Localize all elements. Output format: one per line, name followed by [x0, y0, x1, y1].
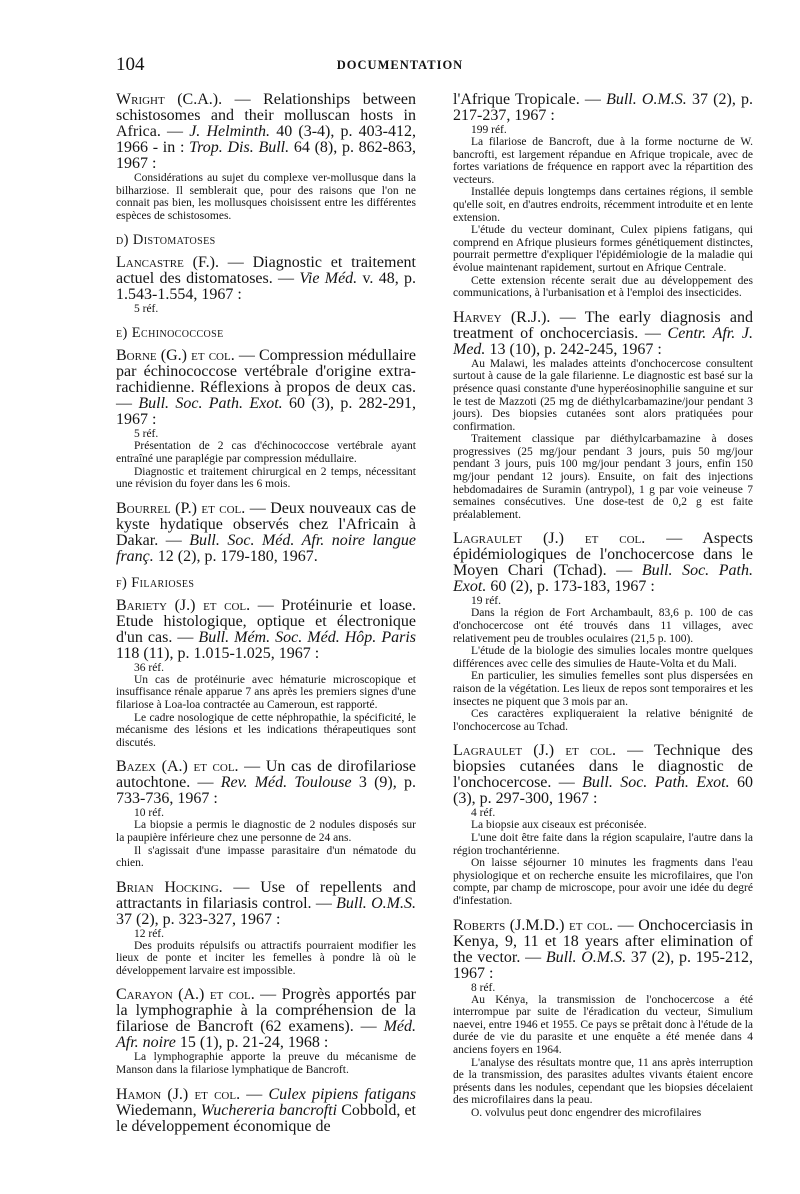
- section-heading: d) Distomatoses: [116, 232, 216, 249]
- journal: Bull. O.M.S.: [336, 894, 416, 912]
- article-title: — Progrès apportés par la lymphographie à la compréhension de la filariose de Bancroft (62 examens). —: [116, 986, 416, 1036]
- citation: [453, 92, 753, 124]
- citation: [116, 880, 416, 928]
- right-column: [453, 92, 753, 1129]
- article-title: Cobbold, et le développement économique de: [116, 1101, 416, 1135]
- abstract-paragraph: L'une doit être faite dans la région scapulaire, l'autre dans la région trochantérienne.: [453, 831, 753, 857]
- abstract-paragraph: L'analyse des résultats montre que, 11 ans après interruption de la transmission, des parasites adultes vivants étaient encore présents dans les nodules, cependant que les biopsies décelaient des microfilaires dans la peau.: [453, 1056, 753, 1107]
- journal: Bull. Mém. Soc. Méd. Hôp. Paris: [198, 628, 417, 646]
- abstract-paragraph: On laisse séjourner 10 minutes les fragments dans l'eau physiologique et on recherche ensuite les microfilaires, que l'on compte, par champ de microscope, pour avoir une idée du degré d'infestation.: [453, 857, 753, 907]
- reference-count: 8 réf.: [471, 981, 496, 994]
- abstract-paragraph: Au Kénya, la transmission de l'onchocercose a été interrompue par suite de l'éradication du vecteur, Simulium naevei, entre 1946 et 1955. Ce pays se prêtait donc à l'étude de la durée de vie du parasite et une enquête a été menée dans 4 anciens foyers en 1964.: [453, 993, 754, 1056]
- abstract-paragraph: La biopsie aux ciseaux est préconisée.: [471, 819, 647, 832]
- author: Roberts (J.M.D.) et col.: [453, 916, 614, 934]
- volume-info: 15 (1), p. 21-24, 1968 :: [175, 1034, 329, 1052]
- reference-entry: [453, 918, 753, 1120]
- left-column: [116, 92, 416, 1145]
- abstract-paragraph: Au Malawi, les malades atteints d'onchocercose consultent surtout à cause de la gale filarienne. Le diagnostic est basé sur la présence quasi constante d'une hyperéosinophilie sanguine et sur le test de Mazzoti (25 mg de diéthylcarbamazine/jour pendant 3 jours). Des biopsies cutanées sont alors pratiquées pour confirmation.: [453, 357, 753, 433]
- abstract-paragraph: Il s'agissait d'une impasse parasitaire d'un nématode du chien.: [116, 844, 416, 870]
- abstract: [453, 358, 753, 522]
- reference-entry: [116, 987, 416, 1076]
- article-title: — Use of repellents and attractants in filariasis control. —: [116, 878, 416, 912]
- reference-entry-continued: [453, 92, 753, 300]
- page-number: 104: [116, 54, 145, 75]
- volume-info: v. 48, p. 1.543-1.554, 1967 :: [116, 270, 417, 304]
- journal: Centr. Afr. J. Med.: [453, 324, 754, 358]
- reference-count: 5 réf.: [134, 303, 159, 316]
- abstract: [116, 172, 416, 222]
- volume-info: 13 (10), p. 242-245, 1967 :: [485, 340, 662, 358]
- article-title: l'Afrique Tropicale. —: [453, 91, 607, 108]
- abstract: [116, 1051, 416, 1076]
- reference-count: 19 réf.: [471, 595, 502, 608]
- volume-info: 60 (3), p. 297-300, 1967 :: [453, 774, 753, 808]
- reference-entry: [453, 531, 753, 733]
- citation: [453, 310, 753, 358]
- volume-info: 37 (2), p. 195-212, 1967 :: [453, 948, 754, 982]
- author: Bazex (A.) et col.: [116, 758, 239, 776]
- article-title: — Compression médullaire par échinococcose vertébrale d'origine extra-rachidienne. Réflexions à propos de deux cas. —: [116, 347, 417, 413]
- abstract: [453, 607, 753, 733]
- journal: Bull. Soc. Path. Exot.: [582, 774, 730, 792]
- volume-info: 60 (2), p. 173-183, 1967 :: [486, 578, 655, 596]
- abstract-paragraph: Cette extension récente serait due au développement des communications, à l'urbanisation et à l'emploi des insecticides.: [453, 274, 753, 300]
- reference-entry: [116, 92, 416, 222]
- reference-entry: [116, 255, 416, 315]
- citation: [116, 348, 416, 428]
- abstract: [453, 136, 753, 300]
- article-title: — Relationships between schistosomes and their molluscan hosts in Africa. —: [116, 91, 416, 140]
- species-name: Culex pipiens fatigans: [268, 1085, 416, 1103]
- author: Bariety (J.) et col.: [116, 596, 251, 614]
- article-title: — Technique des biopsies cutanées dans le diagnostic de l'onchocercose. —: [453, 742, 753, 792]
- journal: Méd. Afr. noire: [116, 1018, 416, 1052]
- reference-entry: [116, 1087, 416, 1135]
- author: Bourrel (P.) et col.: [116, 499, 246, 517]
- citation: [116, 92, 416, 172]
- article-title: — Onchocerciasis in Kenya, 9, 11 et 18 years after elimination of the vector. —: [453, 916, 753, 966]
- abstract-paragraph: O. volvulus peut donc engendrer des microfilaires: [471, 1106, 702, 1119]
- journal: Bull. Soc. Méd. Afr. noire langue franç.: [116, 531, 416, 565]
- abstract-paragraph: Dans la région de Fort Archambault, 83,6 p. 100 de cas d'onchocercose ont été trouvés dans 11 villages, avec relativement peu de troubles oculaires (21,5 p. 100).: [453, 607, 753, 645]
- running-title: DOCUMENTATION: [336, 58, 464, 72]
- abstract-paragraph: Ces caractères expliqueraient la relative bénignité de l'onchocercose au Tchad.: [453, 708, 753, 733]
- author: Lagraulet (J.) et col.: [453, 530, 646, 548]
- volume-info: 64 (8), p. 862-863, 1967 :: [116, 139, 417, 172]
- abstract-paragraph: Présentation de 2 cas d'échinococcose vertébrale ayant entraîné une paraplégie par compression médullaire.: [116, 440, 416, 465]
- reference-count: 10 réf.: [134, 807, 165, 820]
- abstract: [116, 819, 416, 869]
- author: Carayon (A.) et col.: [116, 986, 255, 1004]
- volume-info: 37 (2), p. 217-237, 1967 :: [453, 91, 754, 124]
- abstract-paragraph: L'étude de la biologie des simulies locales montre quelques différences avec celle des simulies de Haute-Volta et du Mali.: [453, 645, 753, 670]
- abstract-paragraph: La biopsie a permis le diagnostic de 2 nodules disposés sur la paupière inférieure chez une personne de 24 ans.: [116, 819, 416, 844]
- journal: Vie Méd.: [299, 270, 358, 288]
- abstract-paragraph: Considérations au sujet du complexe ver-mollusque dans la bilharziose. Il semblerait que, pour des raisons que l'on ne connait pas bien, les mollusques choisissent entre les différentes espèces de schistosomes.: [116, 172, 416, 222]
- citation: [116, 759, 416, 807]
- abstract-paragraph: La filariose de Bancroft, due à la forme nocturne de W. bancrofti, est largement répandue en Afrique tropicale, avec de fortes variations de fréquence en rapport avec la répartition des vecteurs.: [453, 136, 753, 186]
- author: Wright (C.A.).: [116, 91, 223, 108]
- reference-count: 12 réf.: [134, 927, 165, 940]
- citation: [116, 987, 416, 1051]
- journal: J. Helminth.: [189, 123, 271, 140]
- section-heading: f) Filarioses: [116, 574, 195, 591]
- article-title: — The early diagnosis and treatment of onchocerciasis. —: [453, 308, 754, 342]
- volume-info: 60 (3), p. 282-291, 1967 :: [116, 395, 417, 429]
- reference-entry: [453, 310, 753, 522]
- citation: [116, 501, 416, 565]
- article-title: — Un cas de dirofilariose autochtone. —: [116, 758, 416, 792]
- abstract-paragraph: Diagnostic et traitement chirurgical en 2 temps, nécessitant une révision du foyer dans les 6 mois.: [116, 465, 416, 491]
- journal: Rev. Méd. Toulouse: [220, 774, 352, 792]
- abstract-paragraph: Traitement classique par diéthylcarbamazine à doses progressives (25 mg/jour pendant 3 jours, puis 50 mg/jour pendant 3 jours, puis 100 mg/jour pendant 3 jours, enfin 150 mg/jour pendant 12 jours). Ensuite, on fait des injections hebdomadaires de Suramin (antrypol), 1 g par voie veineuse 7 semaines consécutives. Une dose-test de 0,2 g est faite préalablement.: [453, 433, 753, 521]
- citation: [116, 1087, 416, 1135]
- journal: Bull. Soc. Path. Exot.: [453, 562, 754, 596]
- citation: [453, 743, 753, 807]
- reference-entry: [453, 743, 753, 907]
- reference-entry: [116, 598, 416, 750]
- author: Borne (G.) et col.: [116, 347, 235, 365]
- abstract-paragraph: La lymphographie apporte la preuve du mécanisme de Manson dans la filariose lymphatique de Bancroft.: [116, 1051, 416, 1077]
- abstract-paragraph: Un cas de protéinurie avec hématurie microscopique et insuffisance rénale apparue 7 ans après les premiers signes d'une filariose à Loa-loa contractée au Cameroun, est rapporté.: [116, 673, 416, 711]
- article-title: — Protéinurie et loase. Etude histologique, optique et électronique d'un cas. —: [116, 596, 416, 646]
- volume-info: 118 (11), p. 1.015-1.025, 1967 :: [116, 644, 320, 662]
- journal: Bull. O.M.S.: [545, 948, 627, 966]
- journal: Bull. Soc. Path. Exot.: [138, 395, 283, 413]
- volume-info: 37 (2), p. 323-327, 1967 :: [116, 910, 281, 928]
- article-title: — Aspects épidémiologiques de l'onchocercose dans le Moyen Chari (Tchad). —: [453, 530, 753, 580]
- abstract: [116, 674, 416, 750]
- abstract: [453, 994, 753, 1120]
- abstract-paragraph: Le cadre nosologique de cette néphropathie, la spécificité, le mécanisme des lésions et les indications thérapeutiques sont discutés.: [116, 711, 416, 749]
- volume-info: 3 (9), p. 733-736, 1967 :: [116, 774, 417, 808]
- citation: [116, 598, 416, 662]
- author: Brian Hocking.: [116, 878, 223, 896]
- reference-entry: [116, 880, 416, 978]
- abstract-paragraph: En particulier, les simulies femelles sont plus dispersées en raison de la végétation. Les lieux de repos sont temporaires et les insectes ne piquent que 3 mois par an.: [453, 670, 753, 708]
- abstract: [116, 940, 416, 978]
- abstract-paragraph: L'étude du vecteur dominant, Culex pipiens fatigans, qui comprend en Afrique plusieurs formes génétiquement distinctes, pourrait permettre d'expliquer l'épidémiologie de la maladie qui évolue maintenant rapidement, surtout en Afrique Centrale.: [453, 224, 753, 274]
- abstract: [453, 819, 753, 907]
- article-title: Wiedemann,: [116, 1101, 201, 1119]
- abstract: [116, 440, 416, 490]
- abstract-paragraph: Des produits répulsifs ou attractifs pourraient modifier les lieux de ponte et inciter les femelles à pondre là où le développement larvaire est impossible.: [116, 939, 416, 977]
- journal: Bull. O.M.S.: [606, 91, 687, 108]
- article-title: — Diagnostic et traitement actuel des distomatoses. —: [116, 254, 417, 288]
- citation: [453, 918, 753, 982]
- section-heading: e) Echinococcose: [116, 325, 224, 342]
- reference-count: 4 réf.: [471, 807, 496, 820]
- volume-info: 12 (2), p. 179-180, 1967.: [153, 547, 318, 565]
- reference-count: 199 réf.: [471, 124, 507, 136]
- author: Hamon (J.) et col.: [116, 1085, 241, 1103]
- abstract-paragraph: Installée depuis longtemps dans certaines régions, il semble qu'elle soit, en d'autres endroits, récemment introduite et en lente extension.: [453, 186, 753, 224]
- article-title: —: [240, 1085, 269, 1103]
- species-name: Wuchereria bancrofti: [200, 1101, 338, 1119]
- journal: Trop. Dis. Bull.: [189, 139, 290, 156]
- reference-count: 36 réf.: [134, 661, 165, 674]
- author: Lancastre (F.).: [116, 254, 219, 272]
- reference-entry: [116, 759, 416, 869]
- reference-entry: [116, 501, 416, 565]
- citation: [453, 531, 753, 595]
- author: Harvey (R.J.).: [453, 308, 551, 326]
- reference-count: 5 réf.: [134, 428, 159, 441]
- article-title: — Deux nouveaux cas de kyste hydatique observés chez l'Africain à Dakar. —: [116, 499, 416, 549]
- author: Lagraulet (J.) et col.: [453, 742, 616, 760]
- reference-entry: [116, 348, 416, 490]
- volume-info: 40 (3-4), p. 403-412, 1966 - in :: [116, 123, 417, 156]
- citation: [116, 255, 416, 303]
